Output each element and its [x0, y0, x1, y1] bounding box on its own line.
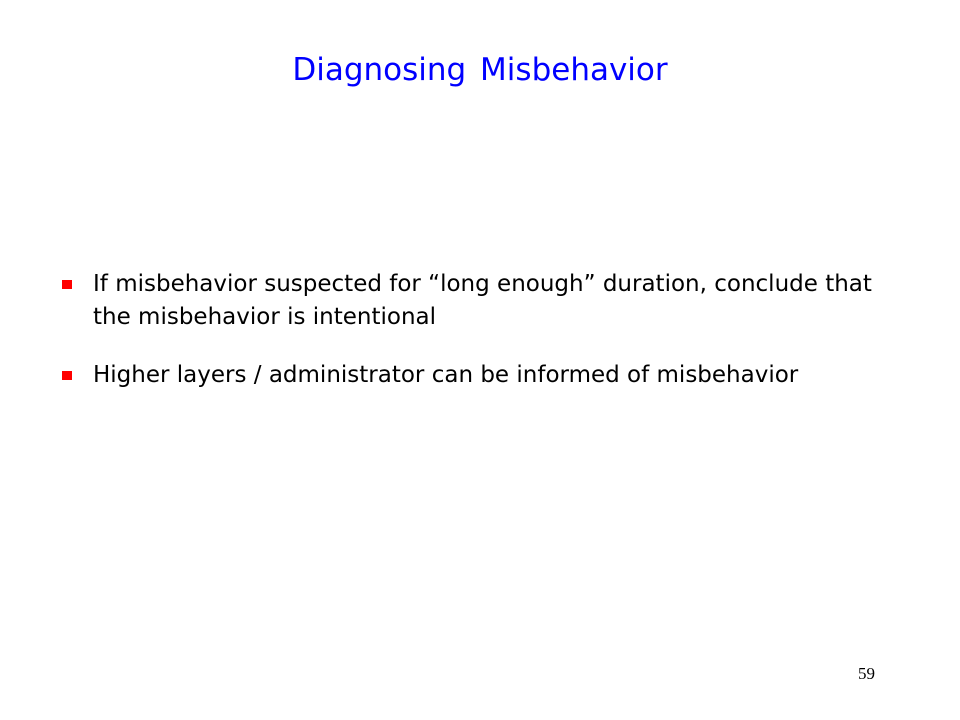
bullet-text: Higher layers / administrator can be informed of misbehavior — [93, 362, 799, 388]
bullet-item — [60, 359, 900, 392]
bullet-list — [60, 268, 900, 417]
page-number: 59 — [858, 664, 875, 683]
square-bullet-icon — [62, 280, 72, 289]
bullet-item — [60, 268, 900, 334]
bullet-text: If misbehavior suspected for “long enough” duration, conclude that the misbehavior is intentional — [93, 271, 872, 330]
slide-title: Diagnosing Misbehavior — [292, 52, 668, 88]
square-bullet-icon — [62, 371, 72, 380]
